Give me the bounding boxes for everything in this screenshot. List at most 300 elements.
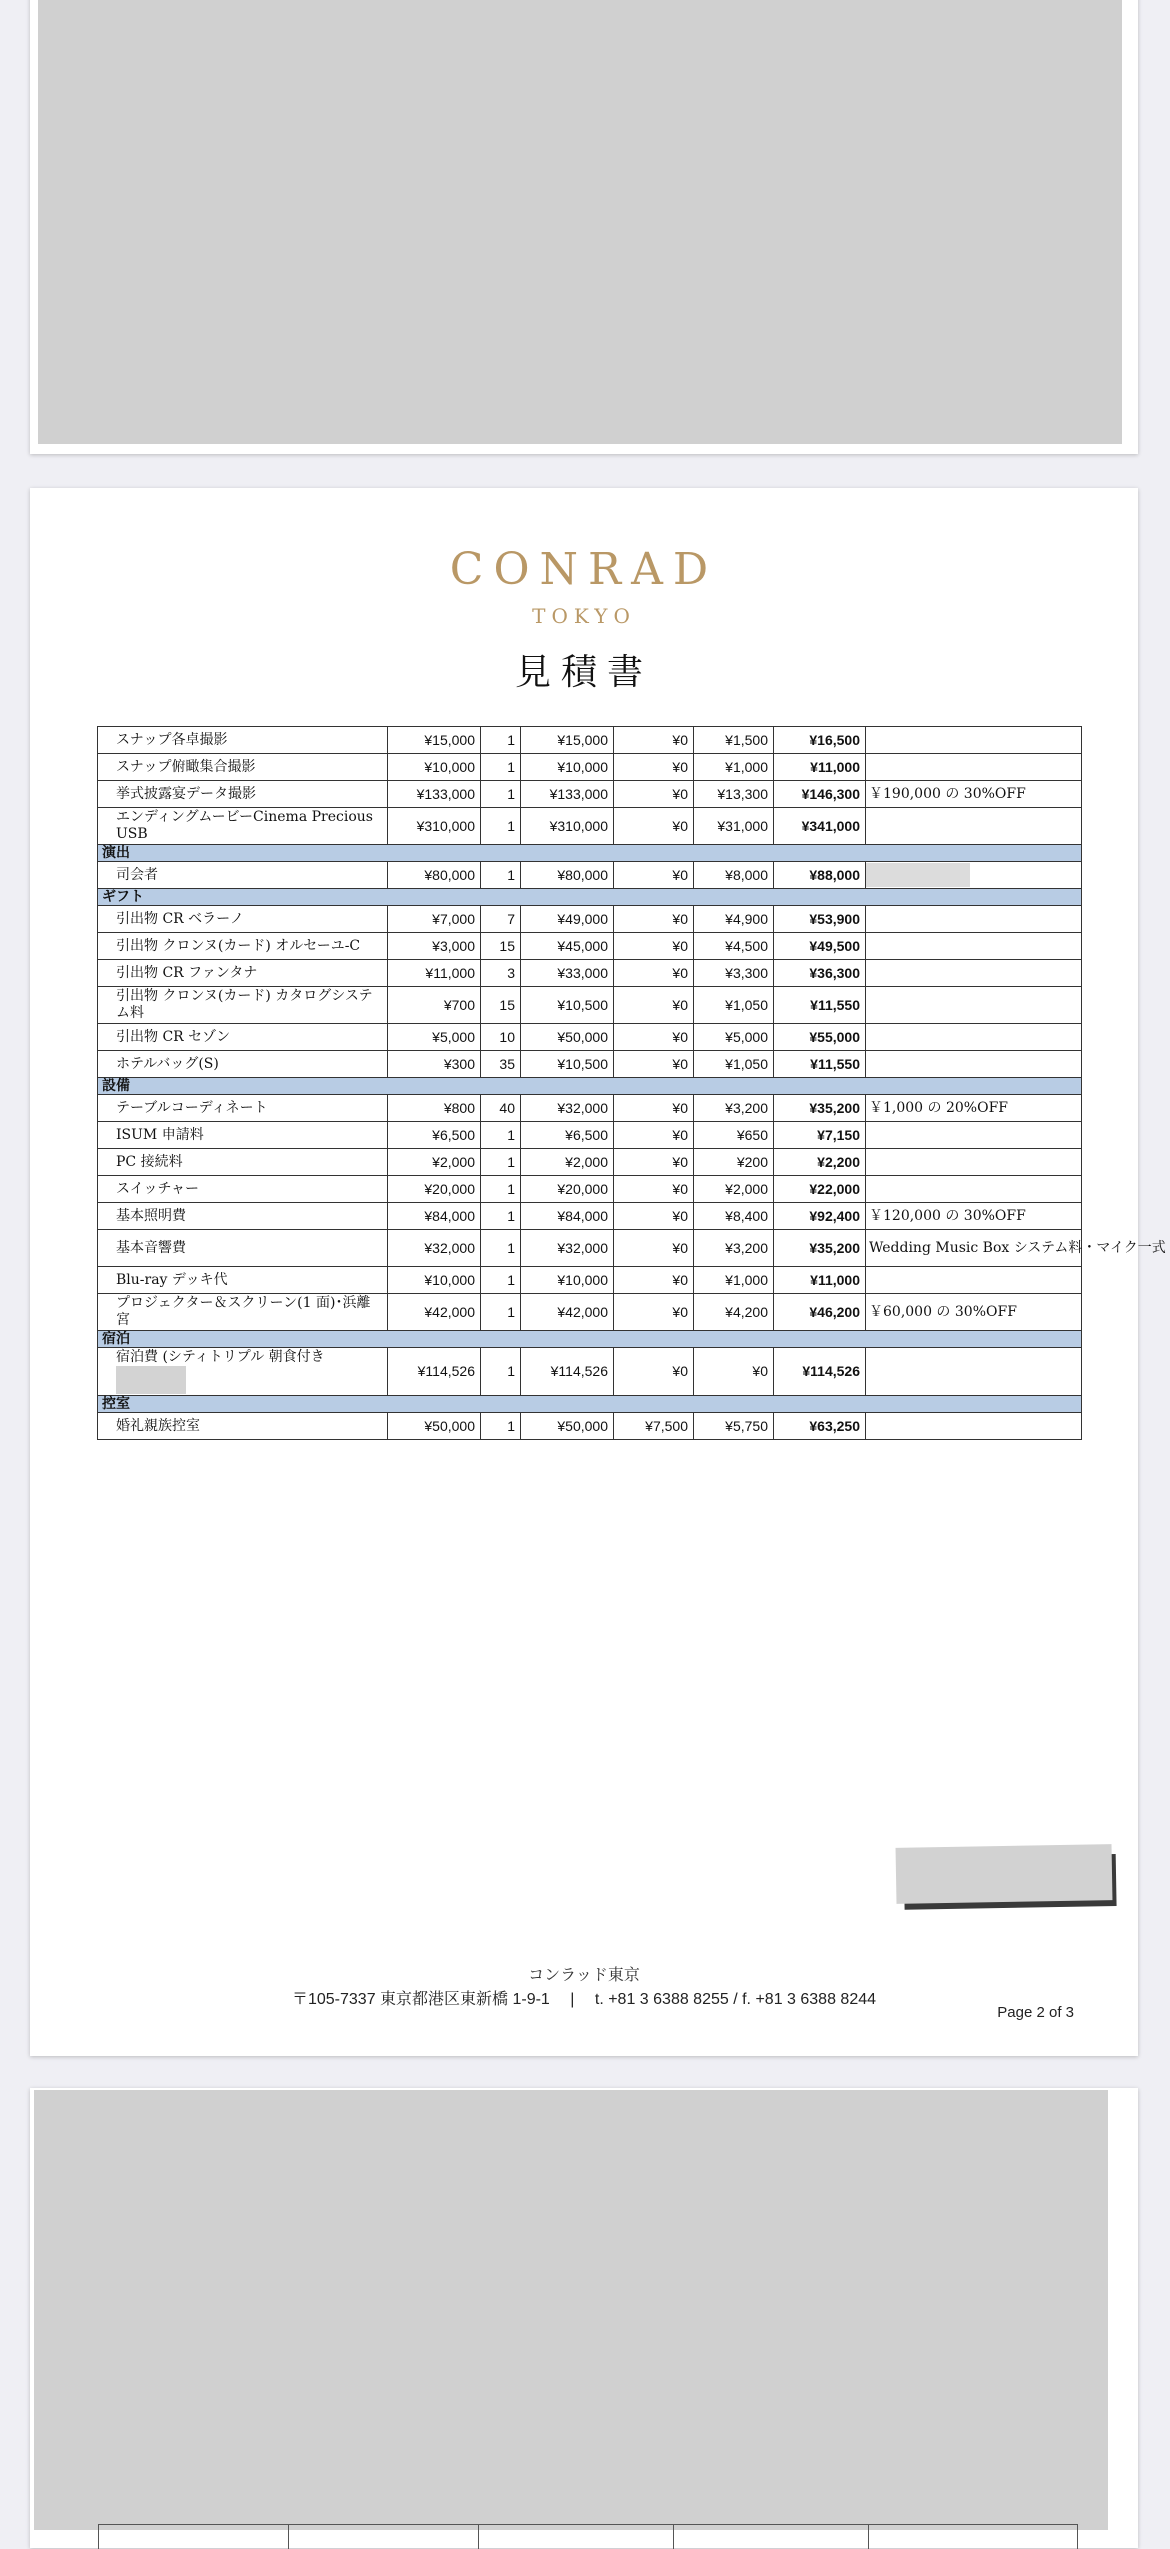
cell-price xyxy=(388,1413,481,1440)
discount-text: ¥0 xyxy=(672,1028,688,1045)
cell-discount xyxy=(614,1230,694,1267)
redacted-area xyxy=(34,2090,1108,2530)
cell-note xyxy=(866,1267,1082,1294)
qty-text: 1 xyxy=(507,1303,515,1320)
qty-text: 1 xyxy=(507,1271,515,1288)
cell-name xyxy=(98,781,388,808)
tax-text: ¥1,000 xyxy=(725,758,768,775)
name-text: 引出物 CR ベラーノ xyxy=(116,910,244,927)
tax-text: ¥1,500 xyxy=(725,731,768,748)
cell-qty xyxy=(481,1176,521,1203)
cell-name xyxy=(98,1176,388,1203)
footer-company: コンラッド東京 xyxy=(528,1965,640,1984)
qty-text: 1 xyxy=(507,1207,515,1224)
cell-price xyxy=(388,1095,481,1122)
logo-subtitle: TOKYO xyxy=(532,604,636,628)
cell-subtotal xyxy=(521,987,614,1024)
cell-subtotal xyxy=(521,781,614,808)
qty-text: 15 xyxy=(499,937,515,954)
price-text: ¥5,000 xyxy=(432,1028,475,1045)
subtotal-text: ¥15,000 xyxy=(557,731,608,748)
section-header xyxy=(98,889,1082,906)
name-text: 引出物 クロンヌ(カード) カタログシステム料 xyxy=(116,988,373,1021)
subtotal-text: ¥114,526 xyxy=(550,1363,608,1379)
cell-total xyxy=(774,1122,866,1149)
table-row xyxy=(98,862,1082,889)
price-text: ¥32,000 xyxy=(424,1239,475,1256)
previous-page xyxy=(30,0,1138,454)
cell-total xyxy=(774,1051,866,1078)
subtotal-text: ¥50,000 xyxy=(557,1417,608,1434)
tax-text: ¥3,200 xyxy=(725,1099,768,1116)
cell-qty xyxy=(481,1230,521,1267)
cell-note xyxy=(866,1122,1082,1149)
total-text: ¥11,550 xyxy=(810,1055,860,1072)
name-text: エンディングムービーCinema Precious USB xyxy=(116,809,373,842)
discount-text: ¥7,500 xyxy=(645,1417,688,1434)
total-text: ¥22,000 xyxy=(809,1180,860,1197)
discount-text: ¥0 xyxy=(672,1271,688,1288)
price-text: ¥42,000 xyxy=(424,1303,475,1320)
cell-note xyxy=(866,1230,1166,1267)
cell-note xyxy=(866,1203,1082,1230)
quote-page xyxy=(30,488,1166,2056)
total-text: ¥11,000 xyxy=(810,1271,860,1288)
cell-qty xyxy=(481,1267,521,1294)
cell-tax xyxy=(694,906,774,933)
cell-discount xyxy=(614,754,694,781)
qty-text: 1 xyxy=(507,785,515,802)
tax-text: ¥4,500 xyxy=(725,937,768,954)
cell-subtotal xyxy=(521,1294,614,1331)
cell-qty xyxy=(481,781,521,808)
qty-text: 1 xyxy=(507,1126,515,1143)
discount-text: ¥0 xyxy=(672,910,688,927)
tax-text: ¥5,750 xyxy=(725,1417,768,1434)
cell-price xyxy=(388,781,481,808)
discount-text: ¥0 xyxy=(672,1126,688,1143)
cell-tax xyxy=(694,1095,774,1122)
cell-price xyxy=(388,1203,481,1230)
note-text: ￥190,000 の 30%OFF xyxy=(869,785,1026,802)
footer-address: 〒105-7337 東京都港区東新橋 1-9-1 | t. +81 3 6388 8255 / f. +81 3 6388 8244 xyxy=(291,1991,877,2008)
table-row xyxy=(98,1267,1082,1294)
cell-price xyxy=(388,1294,481,1331)
tax-text: ¥4,900 xyxy=(725,910,768,927)
cell-tax xyxy=(694,1203,774,1230)
total-text: ¥46,200 xyxy=(809,1303,860,1320)
cell-subtotal xyxy=(521,862,614,889)
price-text: ¥50,000 xyxy=(424,1417,475,1434)
cell-qty xyxy=(481,727,521,754)
subtotal-text: ¥32,000 xyxy=(557,1099,608,1116)
subtotal-text: ¥10,500 xyxy=(557,1055,608,1072)
name-text: ISUM 申請料 xyxy=(116,1126,204,1143)
cell-subtotal xyxy=(521,727,614,754)
discount-text: ¥0 xyxy=(672,817,688,834)
subtotal-text: ¥42,000 xyxy=(557,1303,608,1320)
cell-tax xyxy=(694,1294,774,1331)
quote-table xyxy=(97,726,1166,1440)
section-header xyxy=(98,1078,1082,1095)
tax-text: ¥1,050 xyxy=(725,1055,768,1072)
cell-name xyxy=(98,808,388,845)
total-text: ¥341,000 xyxy=(801,817,860,834)
table-row xyxy=(98,1176,1082,1203)
page-number: Page 2 of 3 xyxy=(997,2004,1074,2021)
table-row xyxy=(98,1413,1082,1440)
cell-tax xyxy=(694,862,774,889)
cell-price xyxy=(388,933,481,960)
subtotal-text: ¥49,000 xyxy=(557,910,608,927)
subtotal-text: ¥6,500 xyxy=(565,1126,608,1143)
cell-discount xyxy=(614,727,694,754)
cell-price xyxy=(388,906,481,933)
total-text: ¥53,900 xyxy=(809,910,860,927)
next-page-table-edge xyxy=(98,2524,1078,2549)
cell-tax xyxy=(694,781,774,808)
name-text: 司会者 xyxy=(116,866,158,883)
qty-text: 1 xyxy=(507,866,515,883)
cell-discount xyxy=(614,1294,694,1331)
cell-tax xyxy=(694,1176,774,1203)
table-row xyxy=(98,1024,1082,1051)
subtotal-text: ¥50,000 xyxy=(557,1028,608,1045)
cell-qty xyxy=(481,1051,521,1078)
name-text: 挙式披露宴データ撮影 xyxy=(116,785,256,802)
total-text: ¥36,300 xyxy=(809,964,860,981)
discount-text: ¥0 xyxy=(672,964,688,981)
tax-text: ¥31,000 xyxy=(717,817,768,834)
cell-total xyxy=(774,862,866,889)
price-text: ¥310,000 xyxy=(416,817,475,834)
subtotal-text: ¥45,000 xyxy=(557,937,608,954)
tax-text: ¥13,300 xyxy=(717,785,768,802)
name-text: テーブルコーディネート xyxy=(116,1099,268,1116)
cell-qty xyxy=(481,1095,521,1122)
name-text: 基本照明費 xyxy=(116,1207,186,1224)
cell-discount xyxy=(614,1203,694,1230)
cell-name xyxy=(98,1149,388,1176)
qty-text: 10 xyxy=(499,1028,515,1045)
price-text: ¥6,500 xyxy=(432,1126,475,1143)
cell-subtotal xyxy=(521,1176,614,1203)
discount-text: ¥0 xyxy=(672,996,688,1013)
total-text: ¥35,200 xyxy=(809,1099,860,1116)
tax-text: ¥3,300 xyxy=(725,964,768,981)
subtotal-text: ¥84,000 xyxy=(557,1207,608,1224)
cell-note xyxy=(866,933,1082,960)
cell-tax xyxy=(694,754,774,781)
discount-text: ¥0 xyxy=(672,1180,688,1197)
discount-text: ¥0 xyxy=(672,1207,688,1224)
cell-total xyxy=(774,1149,866,1176)
cell-price xyxy=(388,1149,481,1176)
cell-total xyxy=(774,987,866,1024)
total-text: ¥11,550 xyxy=(810,996,860,1013)
total-text: ¥35,200 xyxy=(809,1239,860,1256)
cell-name xyxy=(98,1095,388,1122)
cell-qty xyxy=(481,1024,521,1051)
cell-total xyxy=(774,1230,866,1267)
tax-text: ¥3,200 xyxy=(725,1239,768,1256)
redaction-block xyxy=(116,1366,186,1394)
cell-total xyxy=(774,906,866,933)
cell-note xyxy=(866,1176,1082,1203)
cell-subtotal xyxy=(521,960,614,987)
price-text: ¥3,000 xyxy=(432,937,475,954)
cell-tax xyxy=(694,1267,774,1294)
price-text: ¥7,000 xyxy=(432,910,475,927)
cell-name xyxy=(98,1203,388,1230)
cell-note xyxy=(866,1149,1082,1176)
subtotal-text: ¥310,000 xyxy=(549,817,608,834)
discount-text: ¥0 xyxy=(672,1363,688,1379)
cell-subtotal xyxy=(521,808,614,845)
price-text: ¥133,000 xyxy=(416,785,475,802)
cell-qty xyxy=(481,1122,521,1149)
cell-qty xyxy=(481,933,521,960)
cell-discount xyxy=(614,1348,694,1396)
cell-discount xyxy=(614,1024,694,1051)
cell-subtotal xyxy=(521,933,614,960)
section-label: ギフト xyxy=(98,889,1082,906)
cell-qty xyxy=(481,1149,521,1176)
cell-name xyxy=(98,933,388,960)
cell-total xyxy=(774,808,866,845)
cell-qty xyxy=(481,862,521,889)
redacted-note xyxy=(896,1844,1113,1904)
name-text: プロジェクター＆スクリーン(1 面)･浜離宮 xyxy=(116,1295,371,1328)
total-text: ¥49,500 xyxy=(809,937,860,954)
subtotal-text: ¥10,000 xyxy=(557,758,608,775)
name-text: 基本音響費 xyxy=(116,1239,186,1256)
total-text: ¥63,250 xyxy=(809,1417,860,1434)
section-label: 演出 xyxy=(98,845,1082,862)
tax-text: ¥8,400 xyxy=(725,1207,768,1224)
price-text: ¥15,000 xyxy=(424,731,475,748)
tax-text: ¥1,000 xyxy=(725,1271,768,1288)
total-text: ¥11,000 xyxy=(810,758,860,775)
cell-discount xyxy=(614,933,694,960)
cell-discount xyxy=(614,1413,694,1440)
discount-text: ¥0 xyxy=(672,758,688,775)
cell-discount xyxy=(614,808,694,845)
cell-name xyxy=(98,1294,388,1331)
price-text: ¥10,000 xyxy=(424,1271,475,1288)
price-text: ¥11,000 xyxy=(425,964,475,981)
table-row xyxy=(98,781,1082,808)
cell-note xyxy=(866,727,1082,754)
tax-text: ¥1,050 xyxy=(725,996,768,1013)
section-label: 控室 xyxy=(98,1396,1082,1413)
cell-name xyxy=(98,727,388,754)
cell-name xyxy=(98,1413,388,1440)
cell-note xyxy=(866,808,1082,845)
cell-tax xyxy=(694,1413,774,1440)
qty-text: 1 xyxy=(507,1239,515,1256)
cell-tax xyxy=(694,1122,774,1149)
subtotal-text: ¥10,000 xyxy=(557,1271,608,1288)
qty-text: 1 xyxy=(507,817,515,834)
tax-text: ¥5,000 xyxy=(725,1028,768,1045)
cell-tax xyxy=(694,960,774,987)
cell-note xyxy=(866,1095,1082,1122)
cell-name xyxy=(98,1230,388,1267)
cell-total xyxy=(774,933,866,960)
name-text: スナップ俯瞰集合撮影 xyxy=(116,758,256,775)
cell-name xyxy=(98,906,388,933)
subtotal-text: ¥133,000 xyxy=(549,785,608,802)
tax-text: ¥200 xyxy=(736,1153,768,1170)
qty-text: 15 xyxy=(499,996,515,1013)
cell-qty xyxy=(481,1294,521,1331)
redacted-area xyxy=(38,0,1122,444)
cell-total xyxy=(774,1294,866,1331)
price-text: ¥2,000 xyxy=(432,1153,475,1170)
name-text: スナップ各卓撮影 xyxy=(116,731,228,748)
name-text: スイッチャー xyxy=(116,1180,200,1197)
cell-price xyxy=(388,1348,481,1396)
cell-total xyxy=(774,754,866,781)
cell-discount xyxy=(614,1267,694,1294)
cell-qty xyxy=(481,1203,521,1230)
price-text: ¥84,000 xyxy=(424,1207,475,1224)
tax-text: ¥650 xyxy=(736,1126,768,1143)
qty-text: 3 xyxy=(507,964,515,981)
cell-subtotal xyxy=(521,1413,614,1440)
table-row xyxy=(98,1348,1082,1396)
cell-total xyxy=(774,1413,866,1440)
cell-note xyxy=(866,906,1082,933)
cell-price xyxy=(388,754,481,781)
cell-tax xyxy=(694,1149,774,1176)
qty-text: 1 xyxy=(507,1153,515,1170)
cell-total xyxy=(774,1176,866,1203)
cell-subtotal xyxy=(521,1024,614,1051)
cell-qty xyxy=(481,906,521,933)
cell-name xyxy=(98,1024,388,1051)
cell-discount xyxy=(614,987,694,1024)
table-row xyxy=(98,1294,1082,1331)
qty-text: 35 xyxy=(499,1055,515,1072)
cell-note xyxy=(866,1024,1082,1051)
total-text: ¥55,000 xyxy=(809,1028,860,1045)
cell-price xyxy=(388,862,481,889)
total-text: ¥114,526 xyxy=(802,1363,860,1379)
cell-qty xyxy=(481,987,521,1024)
table-row xyxy=(98,754,1082,781)
cell-discount xyxy=(614,1095,694,1122)
qty-text: 40 xyxy=(499,1099,515,1116)
subtotal-text: ¥20,000 xyxy=(557,1180,608,1197)
discount-text: ¥0 xyxy=(672,1303,688,1320)
cell-tax xyxy=(694,727,774,754)
price-text: ¥114,526 xyxy=(417,1363,475,1379)
cell-tax xyxy=(694,987,774,1024)
table-row xyxy=(98,987,1082,1024)
cell-price xyxy=(388,1051,481,1078)
cell-note xyxy=(866,1294,1082,1331)
section-header xyxy=(98,1331,1082,1348)
cell-note xyxy=(866,1051,1082,1078)
cell-total xyxy=(774,1203,866,1230)
discount-text: ¥0 xyxy=(672,785,688,802)
cell-qty xyxy=(481,960,521,987)
cell-name xyxy=(98,1051,388,1078)
qty-text: 1 xyxy=(507,1180,515,1197)
name-text: 婚礼親族控室 xyxy=(116,1417,200,1434)
name-text: 引出物 CR セゾン xyxy=(116,1028,231,1045)
section-label: 設備 xyxy=(98,1078,1082,1095)
cell-total xyxy=(774,1024,866,1051)
cell-name xyxy=(98,754,388,781)
discount-text: ¥0 xyxy=(672,1099,688,1116)
section-header xyxy=(98,845,1082,862)
cell-subtotal xyxy=(521,1051,614,1078)
cell-note xyxy=(866,1348,1082,1396)
cell-discount xyxy=(614,960,694,987)
table-row xyxy=(98,933,1082,960)
cell-note xyxy=(866,987,1082,1024)
tax-text: ¥4,200 xyxy=(725,1303,768,1320)
tax-text: ¥2,000 xyxy=(725,1180,768,1197)
conrad-logo: CONRAD xyxy=(449,544,719,595)
document-title: 見積書 xyxy=(514,652,653,693)
cell-note xyxy=(866,960,1082,987)
table-row xyxy=(98,808,1082,845)
table-row xyxy=(98,1122,1082,1149)
cell-subtotal xyxy=(521,1122,614,1149)
cell-subtotal xyxy=(521,1348,614,1396)
discount-text: ¥0 xyxy=(672,937,688,954)
redaction-block xyxy=(866,863,970,887)
cell-qty xyxy=(481,754,521,781)
total-text: ¥7,150 xyxy=(817,1126,860,1143)
table-row xyxy=(98,906,1082,933)
next-page xyxy=(30,2088,1138,2548)
name-text: 引出物 CR ファンタナ xyxy=(116,964,258,981)
subtotal-text: ¥2,000 xyxy=(565,1153,608,1170)
name-text: PC 接続料 xyxy=(116,1153,183,1170)
table-row xyxy=(98,1051,1082,1078)
cell-subtotal xyxy=(521,1149,614,1176)
cell-total xyxy=(774,1267,866,1294)
cell-name xyxy=(98,862,388,889)
note-text: ￥120,000 の 30%OFF xyxy=(869,1207,1026,1224)
cell-discount xyxy=(614,1149,694,1176)
cell-name xyxy=(98,987,388,1024)
qty-text: 1 xyxy=(507,758,515,775)
note-text: ￥1,000 の 20%OFF xyxy=(869,1099,1009,1116)
cell-price xyxy=(388,808,481,845)
cell-discount xyxy=(614,1051,694,1078)
cell-note xyxy=(866,781,1082,808)
cell-price xyxy=(388,1024,481,1051)
cell-subtotal xyxy=(521,906,614,933)
cell-total xyxy=(774,1348,866,1396)
section-label: 宿泊 xyxy=(98,1331,1082,1348)
price-text: ¥300 xyxy=(443,1055,475,1072)
cell-name xyxy=(98,960,388,987)
name-text: Blu-ray デッキ代 xyxy=(116,1271,228,1288)
discount-text: ¥0 xyxy=(672,1153,688,1170)
name-text: ホテルバッグ(S) xyxy=(116,1055,219,1072)
cell-qty xyxy=(481,1413,521,1440)
name-text: 引出物 クロンヌ(カード) オルセーユ-C xyxy=(116,937,361,954)
cell-discount xyxy=(614,906,694,933)
qty-text: 1 xyxy=(507,731,515,748)
